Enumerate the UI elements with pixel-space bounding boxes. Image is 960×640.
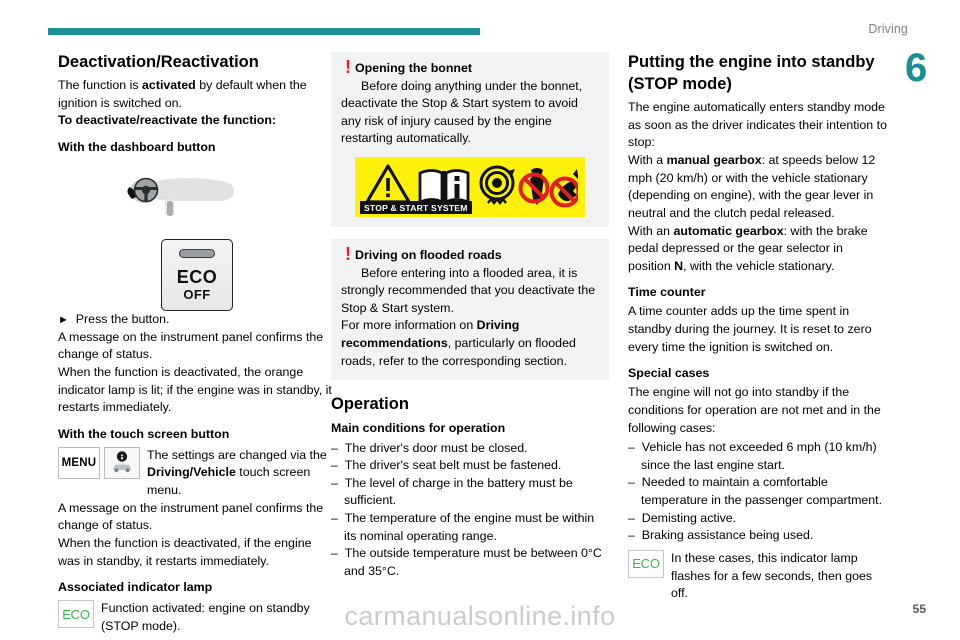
warning-box-flooded-roads xyxy=(331,239,609,380)
coil-spring-icon xyxy=(481,167,515,203)
header-rule xyxy=(48,28,480,35)
stop-start-sticker-wrap xyxy=(341,157,599,217)
standby-heading-line1: Putting the engine into standby xyxy=(628,53,875,71)
automatic-gearbox-paragraph xyxy=(628,223,888,276)
page-number: 55 xyxy=(912,602,926,616)
no-spark-icon xyxy=(552,169,579,206)
auto-text-e: , with the vehicle stationary. xyxy=(683,258,835,273)
manual-text-a: With a xyxy=(628,153,667,168)
warning-bonnet-text: Before doing anything under the bonnet, deactivate the Stop & Start system to avoid any risk of injury caused by the engine restarting automatically. xyxy=(341,78,583,146)
eco-lamp-flash-description: In these cases, this indicator lamp flashes for a few seconds, then goes off. xyxy=(671,550,873,601)
warning-bonnet-head xyxy=(341,57,599,78)
special-lamp-row xyxy=(628,550,888,603)
list-item: – The driver's door must be closed. xyxy=(331,440,609,458)
press-button-step xyxy=(58,311,336,329)
time-counter-subheading: Time counter xyxy=(628,285,706,300)
main-conditions-subheading: Main conditions for operation xyxy=(331,421,506,436)
list-item: – Vehicle has not exceeded 6 mph (10 km/h) since the last engine start. xyxy=(628,439,888,474)
eco-lamp-description: Function activated: engine on standby (STOP mode). xyxy=(101,601,310,633)
list-item: – The temperature of the engine must be within its nominal operating range. xyxy=(331,510,609,545)
intro-text-c: by default when the ignition is switched on. xyxy=(58,78,307,110)
main-conditions-list xyxy=(331,440,609,581)
standby-intro: The engine automatically enters standby mode as soon as the driver indicates their intention to stop: xyxy=(628,100,887,150)
special-cases-subheading: Special cases xyxy=(628,366,710,381)
eco-lamp-label: ECO xyxy=(62,606,90,622)
eco-button-eco-label: ECO xyxy=(176,267,218,288)
chapter-number: 6 xyxy=(905,46,928,90)
touch-text-bold: Driving/Vehicle xyxy=(147,465,236,480)
warning-box-bonnet xyxy=(331,52,609,227)
touchscreen-menu-row xyxy=(58,447,336,500)
dashboard-steering-wheel-icon xyxy=(110,173,250,231)
column-left xyxy=(58,52,336,635)
eco-button-led-icon xyxy=(179,249,215,258)
press-button-text: Press the button. xyxy=(75,312,170,327)
car-info-icon xyxy=(109,450,135,476)
manual-gearbox-paragraph xyxy=(628,152,888,222)
eco-off-button-illustration xyxy=(58,239,336,311)
deactivation-intro xyxy=(58,77,336,112)
special-cases-list xyxy=(628,439,888,545)
warning-flood-text-a: For more information on xyxy=(341,318,477,333)
step-arrow-icon: ► xyxy=(58,314,69,327)
intro-text-bold: activated xyxy=(142,78,196,93)
list-item: – The level of charge in the battery must be sufficient. xyxy=(331,475,609,510)
header-section-label: Driving xyxy=(868,22,908,36)
warning-flood-text-1: Before entering into a flooded area, it is strongly recommended that you deactivate the Stop & Start system. xyxy=(341,265,596,315)
manual-text-c: : at speeds below 12 mph (20 km/h) or with the vehicle stationary (depending on engine), with the gear lever in neutral and the clutch pedal released. xyxy=(628,153,876,220)
special-cases-intro: The engine will not go into standby if the conditions for operation are not met and in the following cases: xyxy=(628,385,881,435)
deactivate-instruction: To deactivate/reactivate the function: xyxy=(58,113,277,128)
standby-heading-line2: (STOP mode) xyxy=(628,75,732,94)
touchscreen-button-subheading: With the touch screen button xyxy=(58,426,230,441)
warning-flood-head xyxy=(341,244,599,265)
list-item: – Needed to maintain a comfortable temperature in the passenger compartment. xyxy=(628,474,888,509)
stop-start-sticker xyxy=(355,157,585,217)
warning-bonnet-title: Opening the bonnet xyxy=(355,61,473,75)
indicator-lamp-subheading: Associated indicator lamp xyxy=(58,580,213,595)
eco-indicator-lamp-icon xyxy=(628,550,664,578)
touch-result-1: A message on the instrument panel confirms the change of status. xyxy=(58,500,324,533)
touch-text-c: touch screen menu. xyxy=(147,465,311,498)
touch-text-a: The settings are changed via the xyxy=(147,447,327,462)
site-watermark: carmanualsonline.info xyxy=(344,601,616,631)
deactivation-heading: Deactivation/Reactivation xyxy=(58,53,259,71)
press-result-2: When the function is deactivated, the orange indicator lamp is lit; if the engine was in standby, it restarts immediately. xyxy=(58,364,332,415)
column-right xyxy=(628,52,888,603)
press-result-1: A message on the instrument panel confirms the change of status. xyxy=(58,329,324,362)
vehicle-menu-icon[interactable] xyxy=(104,447,140,479)
touch-result-2: When the function is deactivated, if the engine was in standby, it restarts immediately. xyxy=(58,535,312,568)
warning-flood-text-c: , particularly on flooded roads, refer to the corresponding section. xyxy=(341,336,576,368)
menu-button-icon[interactable] xyxy=(58,447,100,479)
eco-lamp-label: ECO xyxy=(632,556,660,572)
list-item: – Demisting active. xyxy=(628,510,888,528)
intro-text-a: The function is xyxy=(58,78,143,93)
dashboard-button-subheading: With the dashboard button xyxy=(58,139,216,154)
column-middle xyxy=(331,52,609,580)
operation-heading: Operation xyxy=(331,395,409,414)
touchscreen-description xyxy=(147,447,336,500)
warning-flood-text-bold: Driving recommendations xyxy=(341,318,520,351)
dashboard-illustration xyxy=(58,171,336,233)
list-item: – The driver's seat belt must be fastened. xyxy=(331,457,609,475)
manual-gearbox-label: manual gearbox xyxy=(666,153,762,168)
eco-off-button[interactable] xyxy=(161,239,233,311)
warning-flood-title: Driving on flooded roads xyxy=(355,248,502,263)
time-counter-text: A time counter adds up the time spent in standby during the journey. It is reset to zero every time the ignition is switched on. xyxy=(628,304,872,354)
warning-flood-body-1 xyxy=(341,265,599,318)
list-item: – Braking assistance being used. xyxy=(628,527,888,545)
warning-exclamation-icon: ! xyxy=(345,244,351,265)
list-item: – The outside temperature must be between 0°C and 35°C. xyxy=(331,545,609,580)
warning-flood-body-2 xyxy=(341,317,599,370)
manual-book-icon xyxy=(420,171,468,204)
automatic-gearbox-label: automatic gearbox xyxy=(673,223,784,238)
warning-triangle-icon xyxy=(367,166,409,202)
auto-text-a: With an xyxy=(628,223,674,238)
sticker-label: STOP & START SYSTEM xyxy=(360,201,472,214)
eco-button-off-label: OFF xyxy=(183,287,211,303)
auto-text-c: : with the brake pedal depressed or the gear selector in position xyxy=(628,223,868,273)
warning-exclamation-icon: ! xyxy=(345,57,351,77)
no-tools-icon xyxy=(521,168,548,205)
warning-bonnet-body xyxy=(341,78,599,148)
gear-position-n: N xyxy=(674,258,684,273)
menu-button-label: MENU xyxy=(61,456,97,469)
